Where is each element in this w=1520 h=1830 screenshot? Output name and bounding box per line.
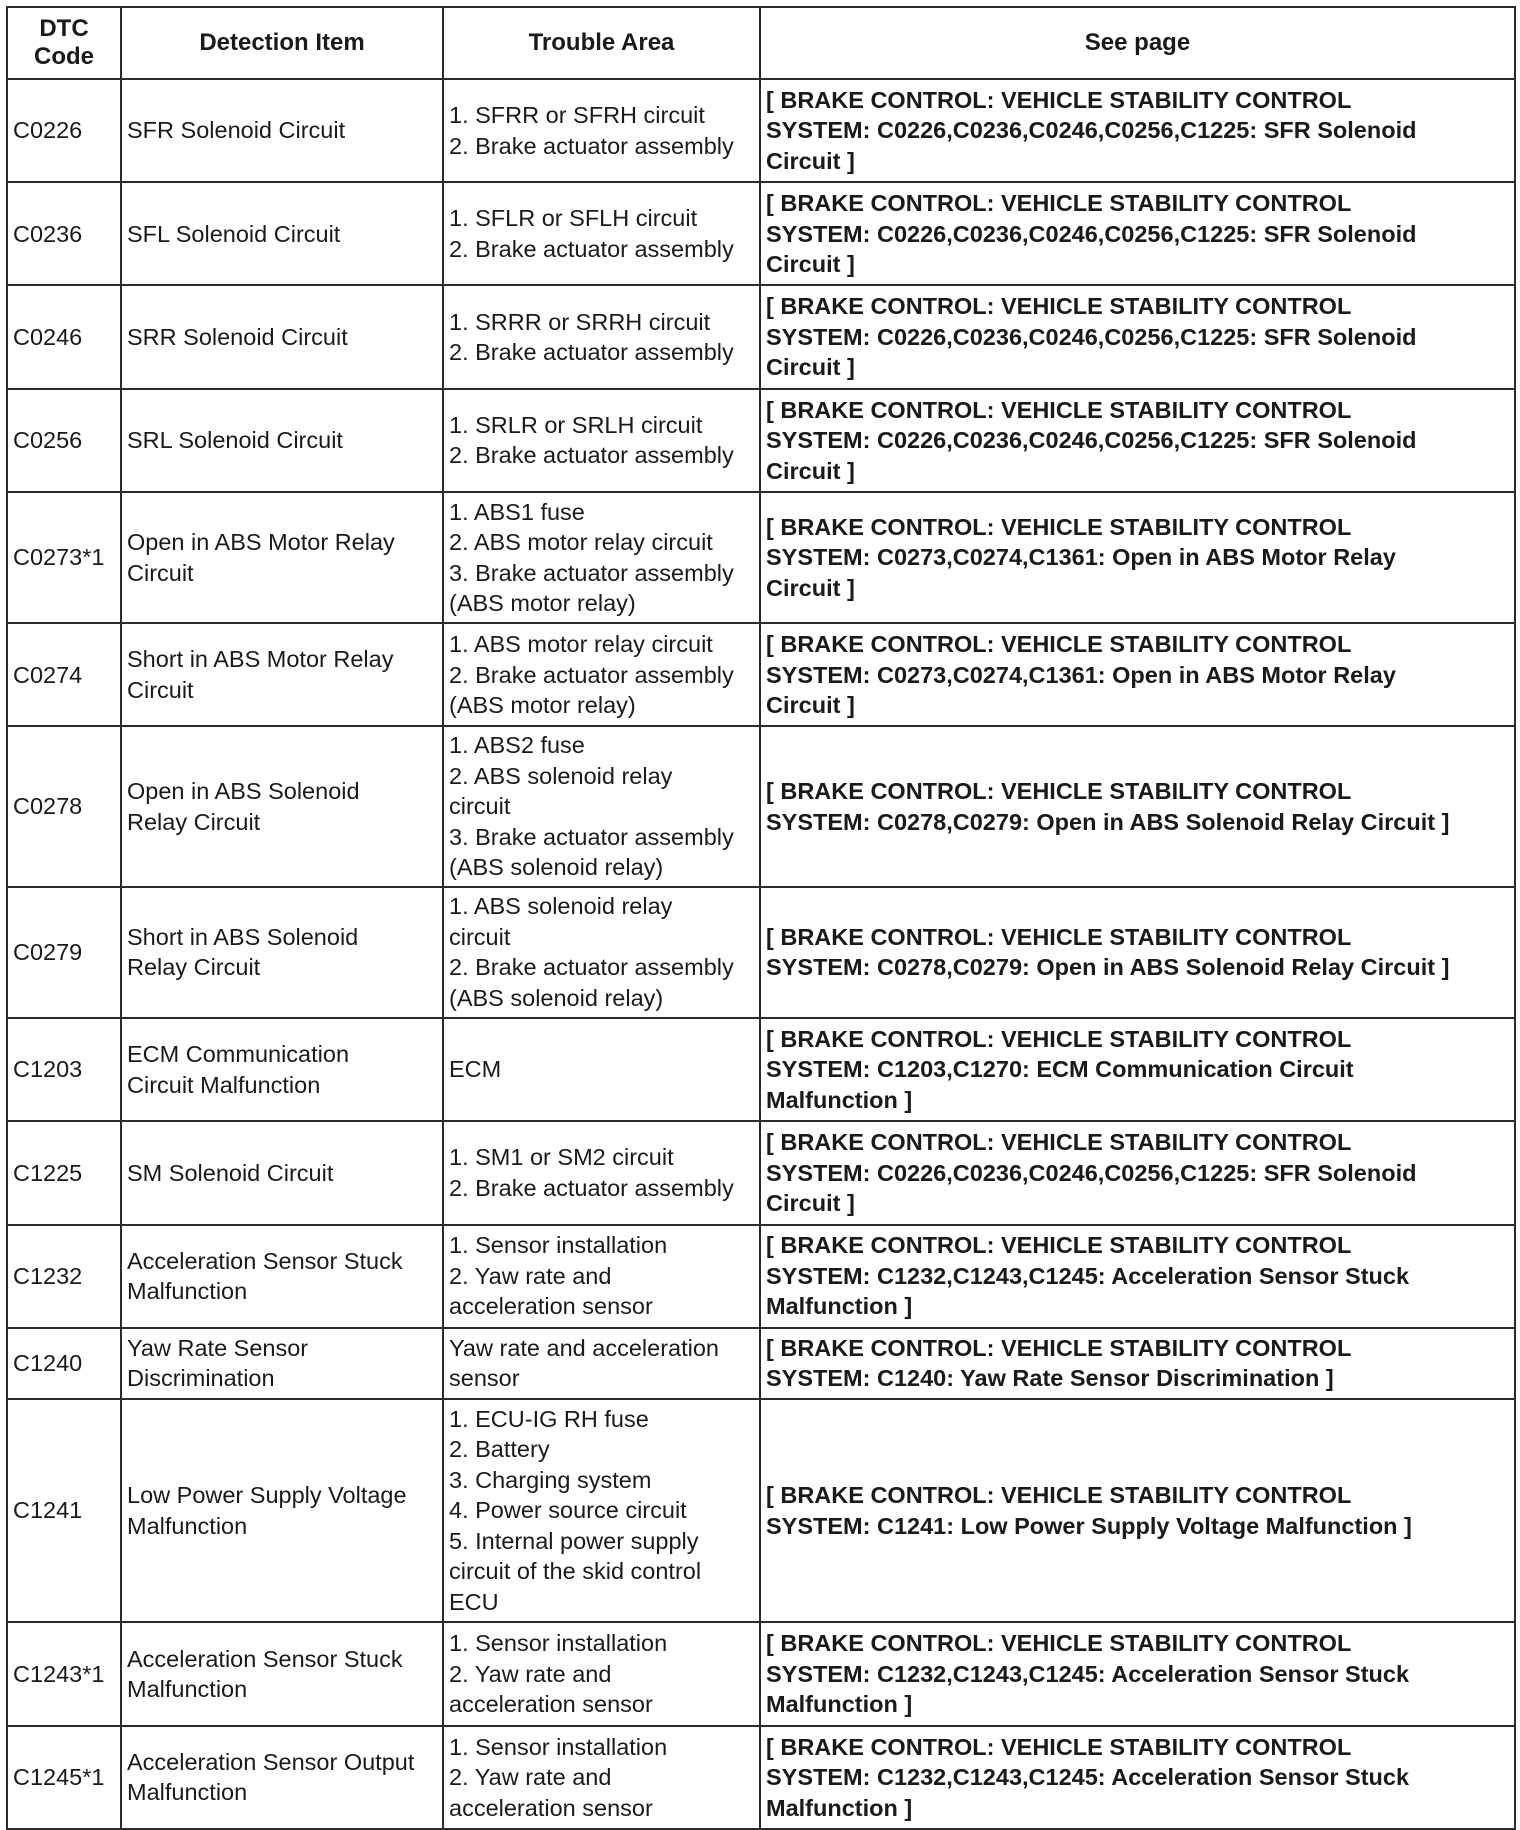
detection-item-cell	[121, 1225, 443, 1328]
detection-item-line: Acceleration Sensor Stuck	[127, 1247, 403, 1274]
see-page-cell	[760, 1328, 1515, 1399]
trouble-area-cell	[443, 1622, 760, 1725]
trouble-area-cell	[443, 285, 760, 388]
see-page-line: [ BRAKE CONTROL: VEHICLE STABILITY CONTROL	[766, 1630, 1352, 1657]
trouble-area-line: 3. Charging system	[449, 1466, 652, 1493]
see-page-line: [ BRAKE CONTROL: VEHICLE STABILITY CONTROL	[766, 293, 1352, 320]
see-page-line: [ BRAKE CONTROL: VEHICLE STABILITY CONTROL	[766, 86, 1352, 113]
see-page-line: [ BRAKE CONTROL: VEHICLE STABILITY CONTROL	[766, 778, 1352, 805]
detection-item-cell	[121, 1328, 443, 1399]
see-page-cell	[760, 887, 1515, 1018]
trouble-area-line: circuit	[449, 793, 511, 820]
table-row	[7, 623, 1515, 726]
see-page-line: Circuit ]	[766, 574, 855, 601]
table-row	[7, 726, 1515, 886]
detection-item-cell	[121, 389, 443, 492]
detection-item-line: Discrimination	[127, 1365, 275, 1392]
table-body	[7, 79, 1515, 1829]
see-page-line: SYSTEM: C0226,C0236,C0246,C0256,C1225: SFR Solenoid	[766, 1159, 1417, 1186]
see-page-line: SYSTEM: C1241: Low Power Supply Voltage Malfunction ]	[766, 1512, 1412, 1539]
dtc-code-cell: C1232	[7, 1225, 121, 1328]
trouble-area-cell	[443, 1225, 760, 1328]
see-page-cell	[760, 79, 1515, 182]
see-page-cell	[760, 623, 1515, 726]
trouble-area-line: 4. Power source circuit	[449, 1497, 687, 1524]
trouble-area-line: (ABS motor relay)	[449, 590, 636, 617]
detection-item-line: Malfunction	[127, 1512, 248, 1539]
see-page-line: [ BRAKE CONTROL: VEHICLE STABILITY CONTROL	[766, 1232, 1352, 1259]
trouble-area-line: 1. Sensor installation	[449, 1630, 668, 1657]
trouble-area-cell	[443, 182, 760, 285]
see-page-line: Circuit ]	[766, 1190, 855, 1217]
trouble-area-line: 1. SFLR or SFLH circuit	[449, 205, 698, 232]
see-page-line: SYSTEM: C0226,C0236,C0246,C0256,C1225: SFR Solenoid	[766, 117, 1417, 144]
see-page-line: Circuit ]	[766, 147, 855, 174]
table-row	[7, 285, 1515, 388]
trouble-area-line: 1. ABS solenoid relay	[449, 893, 673, 920]
trouble-area-cell	[443, 1399, 760, 1623]
detection-item-line: Open in ABS Solenoid	[127, 778, 360, 805]
trouble-area-line: 2. Brake actuator assembly	[449, 339, 734, 366]
see-page-cell	[760, 1018, 1515, 1121]
detection-item-cell	[121, 1399, 443, 1623]
trouble-area-line: 1. SRRR or SRRH circuit	[449, 308, 711, 335]
see-page-cell	[760, 492, 1515, 623]
see-page-line: [ BRAKE CONTROL: VEHICLE STABILITY CONTROL	[766, 190, 1352, 217]
table-row	[7, 389, 1515, 492]
detection-item-cell	[121, 1622, 443, 1725]
detection-item-cell	[121, 887, 443, 1018]
see-page-line: [ BRAKE CONTROL: VEHICLE STABILITY CONTROL	[766, 396, 1352, 423]
trouble-area-line: 2. Brake actuator assembly	[449, 661, 734, 688]
dtc-code-cell: C1203	[7, 1018, 121, 1121]
see-page-line: [ BRAKE CONTROL: VEHICLE STABILITY CONTROL	[766, 1334, 1352, 1361]
detection-item-cell	[121, 726, 443, 886]
trouble-area-line: 1. ABS1 fuse	[449, 498, 585, 525]
dtc-code-cell: C0273*1	[7, 492, 121, 623]
detection-item-line: SRR Solenoid Circuit	[127, 323, 348, 350]
trouble-area-cell	[443, 492, 760, 623]
dtc-code-cell: C1241	[7, 1399, 121, 1623]
table-row	[7, 887, 1515, 1018]
see-page-line: [ BRAKE CONTROL: VEHICLE STABILITY CONTROL	[766, 1733, 1352, 1760]
see-page-line: [ BRAKE CONTROL: VEHICLE STABILITY CONTROL	[766, 631, 1352, 658]
see-page-line: [ BRAKE CONTROL: VEHICLE STABILITY CONTROL	[766, 1129, 1352, 1156]
see-page-cell	[760, 1225, 1515, 1328]
detection-item-line: Relay Circuit	[127, 808, 261, 835]
see-page-cell	[760, 1121, 1515, 1224]
table-row	[7, 492, 1515, 623]
see-page-cell	[760, 285, 1515, 388]
detection-item-cell	[121, 1726, 443, 1829]
dtc-code-cell: C0278	[7, 726, 121, 886]
trouble-area-line: circuit of the skid control	[449, 1558, 702, 1585]
see-page-line: SYSTEM: C0278,C0279: Open in ABS Solenoid Relay Circuit ]	[766, 808, 1450, 835]
detection-item-line: Malfunction	[127, 1779, 248, 1806]
see-page-line: [ BRAKE CONTROL: VEHICLE STABILITY CONTROL	[766, 513, 1352, 540]
detection-item-line: SFL Solenoid Circuit	[127, 220, 341, 247]
trouble-area-line: acceleration sensor	[449, 1794, 653, 1821]
trouble-area-line: 5. Internal power supply	[449, 1527, 699, 1554]
see-page-line: [ BRAKE CONTROL: VEHICLE STABILITY CONTROL	[766, 1025, 1352, 1052]
dtc-code-cell: C0279	[7, 887, 121, 1018]
see-page-line: Malfunction ]	[766, 1794, 913, 1821]
trouble-area-line: 2. Brake actuator assembly	[449, 132, 734, 159]
trouble-area-line: acceleration sensor	[449, 1691, 653, 1718]
see-page-line: SYSTEM: C0273,C0274,C1361: Open in ABS Motor Relay	[766, 661, 1396, 688]
see-page-line: SYSTEM: C1232,C1243,C1245: Acceleration Sensor Stuck	[766, 1262, 1410, 1289]
dtc-code-cell: C0236	[7, 182, 121, 285]
header-dtc-code: DTC Code	[7, 7, 121, 79]
trouble-area-cell	[443, 726, 760, 886]
trouble-area-line: 2. Brake actuator assembly	[449, 442, 734, 469]
see-page-line: Circuit ]	[766, 457, 855, 484]
dtc-code-cell: C0256	[7, 389, 121, 492]
dtc-code-cell: C1225	[7, 1121, 121, 1224]
see-page-line: SYSTEM: C0273,C0274,C1361: Open in ABS Motor Relay	[766, 544, 1396, 571]
detection-item-line: Circuit	[127, 559, 194, 586]
trouble-area-line: 3. Brake actuator assembly	[449, 823, 734, 850]
header-see-page: See page	[760, 7, 1515, 79]
trouble-area-line: (ABS solenoid relay)	[449, 984, 664, 1011]
see-page-line: Malfunction ]	[766, 1086, 913, 1113]
detection-item-line: Short in ABS Motor Relay	[127, 646, 394, 673]
header-trouble-area: Trouble Area	[443, 7, 760, 79]
trouble-area-line: 2. ABS solenoid relay	[449, 762, 673, 789]
trouble-area-line: 1. SFRR or SFRH circuit	[449, 102, 705, 129]
trouble-area-line: ECU	[449, 1588, 499, 1615]
trouble-area-line: 2. Yaw rate and	[449, 1262, 612, 1289]
dtc-code-cell: C1245*1	[7, 1726, 121, 1829]
see-page-line: SYSTEM: C0278,C0279: Open in ABS Solenoid Relay Circuit ]	[766, 954, 1450, 981]
table-row	[7, 182, 1515, 285]
trouble-area-cell	[443, 1018, 760, 1121]
detection-item-line: Relay Circuit	[127, 954, 261, 981]
trouble-area-line: 2. ABS motor relay circuit	[449, 529, 713, 556]
see-page-line: SYSTEM: C1232,C1243,C1245: Acceleration Sensor Stuck	[766, 1764, 1410, 1791]
see-page-cell	[760, 1399, 1515, 1623]
detection-item-line: Malfunction	[127, 1676, 248, 1703]
trouble-area-cell	[443, 887, 760, 1018]
detection-item-line: SFR Solenoid Circuit	[127, 117, 346, 144]
trouble-area-line: 2. Brake actuator assembly	[449, 1174, 734, 1201]
see-page-line: SYSTEM: C0226,C0236,C0246,C0256,C1225: SFR Solenoid	[766, 427, 1417, 454]
trouble-area-line: 2. Battery	[449, 1436, 550, 1463]
trouble-area-line: 1. SRLR or SRLH circuit	[449, 411, 703, 438]
detection-item-line: SM Solenoid Circuit	[127, 1159, 334, 1186]
see-page-line: SYSTEM: C1240: Yaw Rate Sensor Discrimination ]	[766, 1365, 1334, 1392]
table-row	[7, 1726, 1515, 1829]
see-page-line: Circuit ]	[766, 692, 855, 719]
see-page-line: Circuit ]	[766, 354, 855, 381]
table-row	[7, 1399, 1515, 1623]
see-page-line: Malfunction ]	[766, 1293, 913, 1320]
see-page-line: Circuit ]	[766, 251, 855, 278]
dtc-code-cell: C0246	[7, 285, 121, 388]
trouble-area-cell	[443, 389, 760, 492]
trouble-area-line: circuit	[449, 923, 511, 950]
detection-item-cell	[121, 79, 443, 182]
detection-item-line: Acceleration Sensor Output	[127, 1748, 415, 1775]
trouble-area-line: 3. Brake actuator assembly	[449, 559, 734, 586]
table-row	[7, 1018, 1515, 1121]
table-row	[7, 1225, 1515, 1328]
trouble-area-line: 2. Brake actuator assembly	[449, 954, 734, 981]
detection-item-cell	[121, 492, 443, 623]
trouble-area-line: sensor	[449, 1365, 520, 1392]
see-page-cell	[760, 1726, 1515, 1829]
trouble-area-line: 1. SM1 or SM2 circuit	[449, 1144, 674, 1171]
detection-item-line: Circuit	[127, 676, 194, 703]
dtc-table	[6, 6, 1516, 1830]
see-page-line: SYSTEM: C1203,C1270: ECM Communication Circuit	[766, 1056, 1354, 1083]
trouble-area-line: acceleration sensor	[449, 1293, 653, 1320]
trouble-area-line: 1. Sensor installation	[449, 1232, 668, 1259]
detection-item-cell	[121, 1121, 443, 1224]
see-page-cell	[760, 182, 1515, 285]
detection-item-line: Circuit Malfunction	[127, 1071, 321, 1098]
dtc-code-cell: C1240	[7, 1328, 121, 1399]
trouble-area-line: 1. ECU-IG RH fuse	[449, 1405, 649, 1432]
detection-item-cell	[121, 285, 443, 388]
trouble-area-cell	[443, 1726, 760, 1829]
trouble-area-line: 1. ABS motor relay circuit	[449, 631, 713, 658]
see-page-cell	[760, 1622, 1515, 1725]
detection-item-line: Short in ABS Solenoid	[127, 923, 359, 950]
table-row	[7, 1622, 1515, 1725]
detection-item-line: ECM Communication	[127, 1041, 350, 1068]
dtc-code-cell: C0226	[7, 79, 121, 182]
table-row	[7, 1328, 1515, 1399]
trouble-area-line: (ABS motor relay)	[449, 692, 636, 719]
detection-item-line: Low Power Supply Voltage	[127, 1482, 407, 1509]
header-detection-item: Detection Item	[121, 7, 443, 79]
trouble-area-line: (ABS solenoid relay)	[449, 854, 664, 881]
trouble-area-cell	[443, 79, 760, 182]
trouble-area-line: 2. Yaw rate and	[449, 1764, 612, 1791]
dtc-code-cell: C0274	[7, 623, 121, 726]
table-row	[7, 1121, 1515, 1224]
trouble-area-line: 2. Brake actuator assembly	[449, 235, 734, 262]
see-page-line: [ BRAKE CONTROL: VEHICLE STABILITY CONTROL	[766, 1482, 1352, 1509]
see-page-line: SYSTEM: C1232,C1243,C1245: Acceleration Sensor Stuck	[766, 1660, 1410, 1687]
trouble-area-cell	[443, 1328, 760, 1399]
trouble-area-line: 2. Yaw rate and	[449, 1660, 612, 1687]
detection-item-line: Open in ABS Motor Relay	[127, 529, 395, 556]
trouble-area-line: Yaw rate and acceleration	[449, 1334, 719, 1361]
trouble-area-line: 1. ABS2 fuse	[449, 732, 585, 759]
trouble-area-line: ECM	[449, 1056, 502, 1083]
see-page-line: [ BRAKE CONTROL: VEHICLE STABILITY CONTROL	[766, 923, 1352, 950]
dtc-code-cell: C1243*1	[7, 1622, 121, 1725]
see-page-line: SYSTEM: C0226,C0236,C0246,C0256,C1225: SFR Solenoid	[766, 220, 1417, 247]
see-page-line: SYSTEM: C0226,C0236,C0246,C0256,C1225: SFR Solenoid	[766, 323, 1417, 350]
detection-item-line: SRL Solenoid Circuit	[127, 427, 343, 454]
detection-item-cell	[121, 623, 443, 726]
trouble-area-line: 1. Sensor installation	[449, 1733, 668, 1760]
detection-item-line: Acceleration Sensor Stuck	[127, 1645, 403, 1672]
table-row	[7, 79, 1515, 182]
detection-item-line: Malfunction	[127, 1278, 248, 1305]
detection-item-line: Yaw Rate Sensor	[127, 1334, 309, 1361]
trouble-area-cell	[443, 1121, 760, 1224]
detection-item-cell	[121, 182, 443, 285]
trouble-area-cell	[443, 623, 760, 726]
see-page-cell	[760, 389, 1515, 492]
detection-item-cell	[121, 1018, 443, 1121]
see-page-line: Malfunction ]	[766, 1691, 913, 1718]
header-row	[7, 7, 1515, 79]
see-page-cell	[760, 726, 1515, 886]
